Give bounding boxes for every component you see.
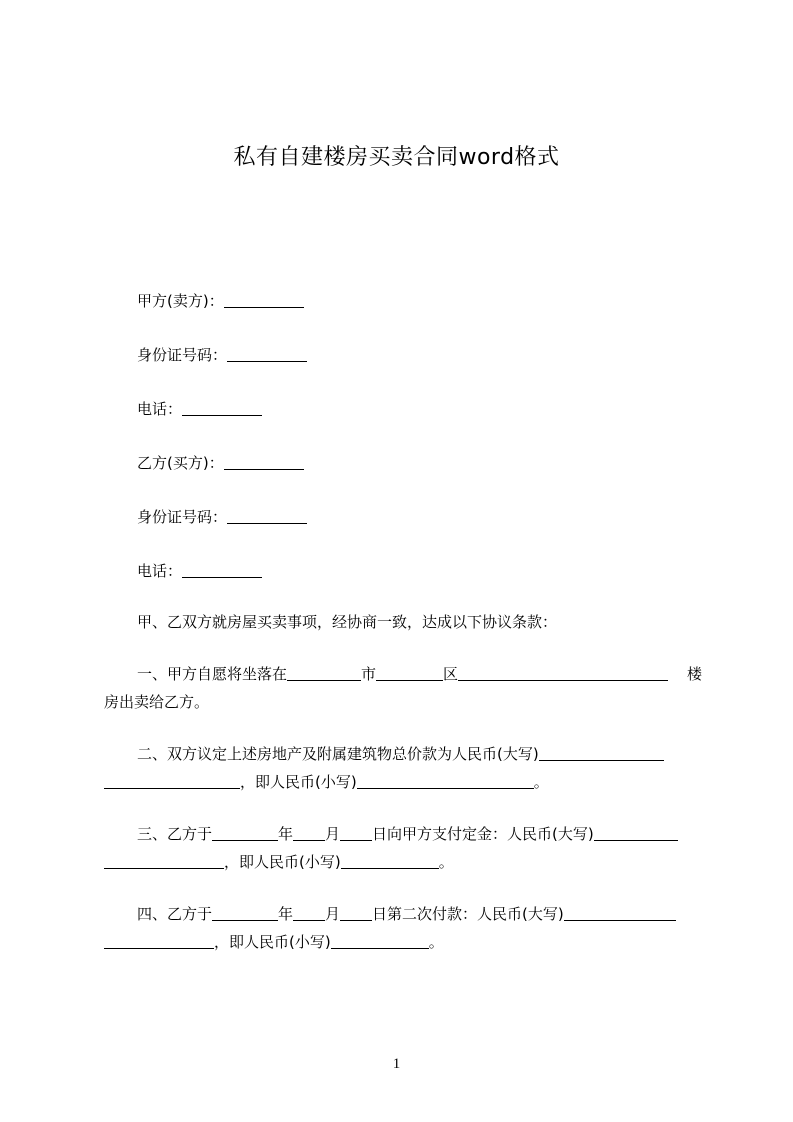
party-b-label: 乙方(买方)： (137, 454, 224, 472)
party-a-phone-label: 电话： (137, 400, 183, 418)
party-b-blank (224, 455, 304, 470)
clause-1-building: 楼 (686, 665, 702, 683)
clause-4-rmb-small-label: ，即人民币(小写) (214, 933, 331, 951)
clause-4-year: 年 (278, 905, 294, 923)
clause-1-city: 市 (361, 665, 377, 683)
party-b-id-label: 身份证号码： (137, 508, 228, 526)
clause-2-rmb-small-label: ，即人民币(小写) (240, 773, 357, 791)
clause-3-rmb-small-label: ，即人民币(小写) (224, 853, 341, 871)
clause-3-rmb-capital-blank (594, 826, 678, 841)
clause-2-prefix: 二、双方议定上述房地产及附属建筑物总价款为人民币(大写) (137, 745, 539, 763)
party-b-id-blank (227, 509, 307, 524)
document-title: 私有自建楼房买卖合同word格式 (233, 145, 560, 170)
page-number: 1 (392, 1056, 401, 1072)
clause-4-rmb-capital-blank (564, 906, 676, 921)
clause-4-rmb-small-blank (331, 934, 429, 949)
clause-3-year: 年 (278, 825, 294, 843)
party-b-id-field (137, 507, 307, 527)
party-a-phone-blank (182, 401, 262, 416)
party-a-id-label: 身份证号码： (137, 346, 228, 364)
clause-3-rmb-small-blank (341, 854, 439, 869)
clause-3-prefix: 三、乙方于 (137, 825, 213, 843)
party-b-phone-field (137, 561, 262, 581)
clause-2-rmb-capital-blank-cont (104, 774, 240, 789)
city-blank (287, 666, 361, 681)
party-a-id-blank (227, 347, 307, 362)
clause-3-end: 。 (438, 853, 454, 871)
party-a-label: 甲方(卖方)： (137, 292, 224, 310)
party-a-seller-field (137, 291, 304, 311)
clause-3-day-blank (340, 826, 372, 841)
intro-paragraph: 甲、乙双方就房屋买卖事项，经协商一致，达成以下协议条款： (137, 613, 558, 631)
clause-2-rmb-small-blank (357, 774, 534, 789)
clause-1-end: 房出卖给乙方。 (104, 693, 210, 711)
clause-2-rmb-capital-blank (539, 746, 664, 761)
clause-3 (104, 820, 702, 876)
clause-3-rmb-capital-blank-cont (104, 854, 224, 869)
party-a-id-field (137, 345, 307, 365)
party-a-blank (224, 293, 304, 308)
clause-4 (104, 900, 702, 956)
party-b-buyer-field (137, 453, 304, 473)
clause-4-month: 月 (325, 905, 341, 923)
district-blank (376, 666, 443, 681)
clause-1-district: 区 (443, 665, 459, 683)
clause-1-prefix: 一、甲方自愿将坐落在 (137, 665, 288, 683)
clause-3-day-text: 日向甲方支付定金：人民币(大写) (372, 825, 594, 843)
party-b-phone-blank (182, 563, 262, 578)
clause-4-year-blank (212, 906, 278, 921)
clause-4-day-blank (340, 906, 372, 921)
clause-3-month: 月 (325, 825, 341, 843)
clause-4-prefix: 四、乙方于 (137, 905, 213, 923)
building-blank (458, 666, 668, 681)
clause-4-end: 。 (428, 933, 444, 951)
clause-4-day-text: 日第二次付款：人民币(大写) (372, 905, 564, 923)
clause-4-rmb-capital-blank-cont (104, 934, 214, 949)
clause-2 (104, 740, 702, 796)
clause-1 (104, 660, 702, 716)
clause-2-end: 。 (533, 773, 549, 791)
party-b-phone-label: 电话： (137, 562, 183, 580)
clause-3-month-blank (293, 826, 325, 841)
clause-4-month-blank (293, 906, 325, 921)
party-a-phone-field (137, 399, 262, 419)
clause-3-year-blank (212, 826, 278, 841)
